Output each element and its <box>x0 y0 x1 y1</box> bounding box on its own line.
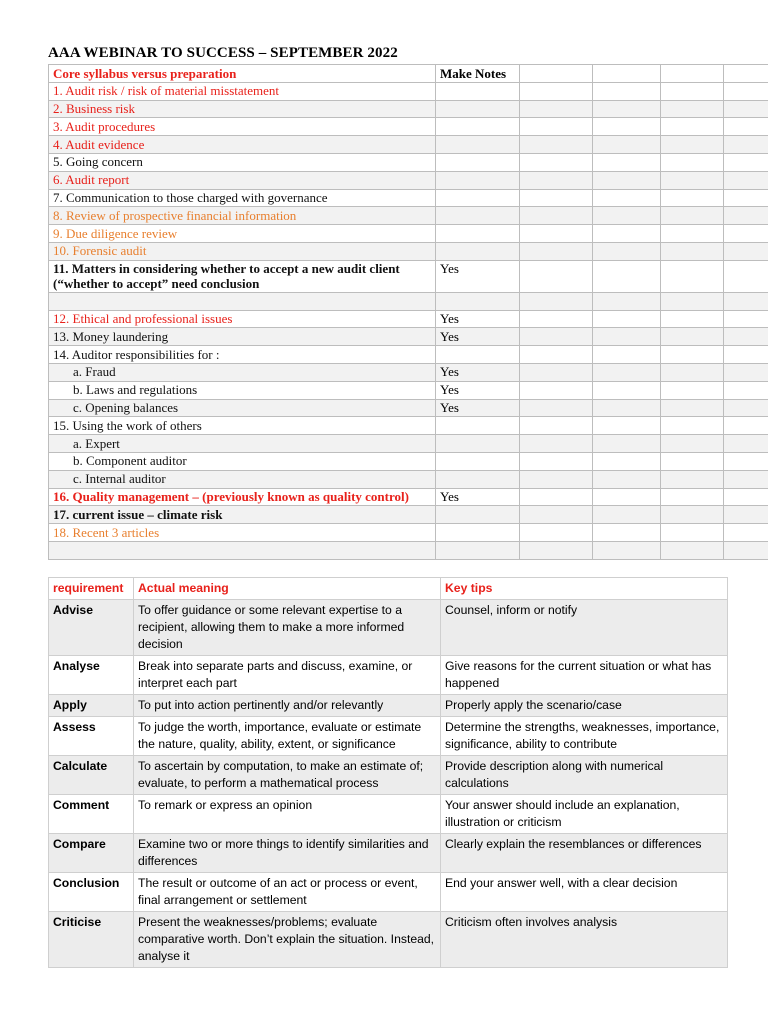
blank-cell <box>661 292 724 310</box>
requirement-meaning: To remark or express an opinion <box>134 795 441 834</box>
blank-cell <box>593 363 661 381</box>
blank-cell <box>593 292 661 310</box>
blank-cell <box>724 310 768 328</box>
blank-cell <box>724 417 768 435</box>
blank-cell <box>520 328 593 346</box>
blank-cell <box>724 225 768 243</box>
blank-cell <box>661 242 724 260</box>
syllabus-row <box>49 541 768 559</box>
syllabus-row <box>49 118 768 136</box>
make-notes-cell: Yes <box>436 328 520 346</box>
syllabus-row <box>49 100 768 118</box>
blank-cell <box>661 189 724 207</box>
make-notes-cell <box>436 292 520 310</box>
blank-cell <box>724 242 768 260</box>
make-notes-cell: Yes <box>436 488 520 506</box>
syllabus-row <box>49 346 768 364</box>
requirement-row <box>49 795 728 834</box>
blank-cell <box>661 118 724 136</box>
requirement-row <box>49 600 728 656</box>
blank-cell <box>661 136 724 154</box>
blank-cell <box>520 189 593 207</box>
requirement-term: Criticise <box>49 912 134 968</box>
make-notes-cell <box>436 470 520 488</box>
blank-cell <box>724 452 768 470</box>
requirement-meaning: To ascertain by computation, to make an estimate of; evaluate, to perform a mathematical process <box>134 756 441 795</box>
blank-cell <box>661 260 724 292</box>
requirement-header: requirement <box>49 578 134 600</box>
blank-cell <box>661 399 724 417</box>
syllabus-topic: c. Opening balances <box>49 399 436 417</box>
syllabus-topic: 16. Quality management – (previously known as quality control) <box>49 488 436 506</box>
blank-cell <box>724 118 768 136</box>
blank-cell <box>520 470 593 488</box>
blank-cell <box>724 207 768 225</box>
syllabus-topic: 13. Money laundering <box>49 328 436 346</box>
make-notes-cell <box>436 242 520 260</box>
blank-cell <box>520 171 593 189</box>
requirement-term: Compare <box>49 834 134 873</box>
syllabus-row <box>49 260 768 292</box>
syllabus-topic: 12. Ethical and professional issues <box>49 310 436 328</box>
blank-cell <box>724 328 768 346</box>
blank-cell <box>520 310 593 328</box>
blank-cell <box>593 310 661 328</box>
requirement-tip: Clearly explain the resemblances or differences <box>441 834 728 873</box>
blank-cell <box>520 153 593 171</box>
requirement-tip: Provide description along with numerical calculations <box>441 756 728 795</box>
make-notes-cell <box>436 153 520 171</box>
syllabus-topic: 9. Due diligence review <box>49 225 436 243</box>
blank-cell <box>593 118 661 136</box>
requirement-meaning: To judge the worth, importance, evaluate or estimate the nature, quality, ability, extent, or significance <box>134 717 441 756</box>
syllabus-row <box>49 136 768 154</box>
blank-cell <box>593 541 661 559</box>
blank-cell <box>724 470 768 488</box>
make-notes-cell: Yes <box>436 381 520 399</box>
blank-cell <box>593 470 661 488</box>
requirement-meaning: The result or outcome of an act or process or event, final arrangement or settlement <box>134 873 441 912</box>
syllabus-header-label: Core syllabus versus preparation <box>49 65 436 83</box>
blank-cell <box>724 136 768 154</box>
blank-cell <box>661 363 724 381</box>
make-notes-cell <box>436 118 520 136</box>
blank-cell <box>520 292 593 310</box>
requirement-row <box>49 656 728 695</box>
requirement-term: Calculate <box>49 756 134 795</box>
blank-cell <box>661 153 724 171</box>
blank-cell <box>661 100 724 118</box>
syllabus-topic: 5. Going concern <box>49 153 436 171</box>
blank-cell <box>724 153 768 171</box>
blank-cell <box>724 100 768 118</box>
syllabus-row <box>49 452 768 470</box>
syllabus-row <box>49 207 768 225</box>
requirement-term: Analyse <box>49 656 134 695</box>
syllabus-topic: 8. Review of prospective financial information <box>49 207 436 225</box>
syllabus-topic: c. Internal auditor <box>49 470 436 488</box>
blank-cell <box>593 488 661 506</box>
blank-cell <box>593 153 661 171</box>
syllabus-row <box>49 470 768 488</box>
syllabus-topic: 1. Audit risk / risk of material misstatement <box>49 82 436 100</box>
make-notes-cell: Yes <box>436 260 520 292</box>
syllabus-row <box>49 488 768 506</box>
blank-cell <box>593 225 661 243</box>
syllabus-row <box>49 153 768 171</box>
make-notes-cell <box>436 100 520 118</box>
blank-cell <box>724 346 768 364</box>
syllabus-row <box>49 381 768 399</box>
requirement-meaning: Examine two or more things to identify similarities and differences <box>134 834 441 873</box>
syllabus-topic: 15. Using the work of others <box>49 417 436 435</box>
requirement-tip: Properly apply the scenario/case <box>441 695 728 717</box>
blank-cell <box>593 242 661 260</box>
blank-cell <box>724 363 768 381</box>
syllabus-topic: b. Laws and regulations <box>49 381 436 399</box>
requirement-term: Apply <box>49 695 134 717</box>
blank-cell <box>661 506 724 524</box>
blank-cell <box>661 470 724 488</box>
blank-cell <box>520 435 593 453</box>
make-notes-cell <box>436 506 520 524</box>
make-notes-cell <box>436 524 520 542</box>
make-notes-cell <box>436 435 520 453</box>
syllabus-topic: 18. Recent 3 articles <box>49 524 436 542</box>
blank-cell <box>593 207 661 225</box>
blank-cell <box>520 452 593 470</box>
requirement-tip: Give reasons for the current situation or what has happened <box>441 656 728 695</box>
blank-cell <box>520 346 593 364</box>
make-notes-cell <box>436 82 520 100</box>
blank-cell <box>724 171 768 189</box>
blank-cell <box>520 417 593 435</box>
blank-cell <box>724 65 768 83</box>
requirement-tip: Determine the strengths, weaknesses, importance, significance, ability to contribute <box>441 717 728 756</box>
blank-cell <box>724 399 768 417</box>
blank-cell <box>520 118 593 136</box>
blank-cell <box>593 171 661 189</box>
syllabus-topic: b. Component auditor <box>49 452 436 470</box>
blank-cell <box>724 381 768 399</box>
requirement-row <box>49 834 728 873</box>
tips-header: Key tips <box>441 578 728 600</box>
blank-cell <box>520 541 593 559</box>
blank-cell <box>661 225 724 243</box>
blank-cell <box>661 524 724 542</box>
blank-cell <box>661 346 724 364</box>
make-notes-cell: Yes <box>436 310 520 328</box>
blank-cell <box>661 82 724 100</box>
requirement-term: Advise <box>49 600 134 656</box>
syllabus-row <box>49 171 768 189</box>
blank-cell <box>593 65 661 83</box>
requirement-term: Comment <box>49 795 134 834</box>
blank-cell <box>520 399 593 417</box>
syllabus-topic <box>49 292 436 310</box>
requirement-row <box>49 912 728 968</box>
syllabus-topic: 3. Audit procedures <box>49 118 436 136</box>
blank-cell <box>520 82 593 100</box>
blank-cell <box>520 363 593 381</box>
blank-cell <box>520 136 593 154</box>
blank-cell <box>661 541 724 559</box>
blank-cell <box>724 82 768 100</box>
blank-cell <box>593 435 661 453</box>
make-notes-cell: Yes <box>436 399 520 417</box>
blank-cell <box>724 541 768 559</box>
requirement-row <box>49 873 728 912</box>
requirement-tip: Your answer should include an explanation, illustration or criticism <box>441 795 728 834</box>
blank-cell <box>520 260 593 292</box>
blank-cell <box>593 417 661 435</box>
syllabus-topic: 10. Forensic audit <box>49 242 436 260</box>
blank-cell <box>520 524 593 542</box>
requirement-meaning: To offer guidance or some relevant expertise to a recipient, allowing them to make a more informed decision <box>134 600 441 656</box>
blank-cell <box>520 242 593 260</box>
syllabus-row <box>49 417 768 435</box>
syllabus-topic: 4. Audit evidence <box>49 136 436 154</box>
blank-cell <box>724 435 768 453</box>
syllabus-topic: 14. Auditor responsibilities for : <box>49 346 436 364</box>
make-notes-cell: Yes <box>436 363 520 381</box>
make-notes-cell <box>436 225 520 243</box>
blank-cell <box>661 417 724 435</box>
requirement-meaning: Present the weaknesses/problems; evaluate comparative worth. Don’t explain the situation. Instead, analyse it <box>134 912 441 968</box>
requirement-term: Assess <box>49 717 134 756</box>
syllabus-topic: 2. Business risk <box>49 100 436 118</box>
blank-cell <box>593 189 661 207</box>
make-notes-cell <box>436 207 520 225</box>
blank-cell <box>661 65 724 83</box>
requirements-header-row <box>49 578 728 600</box>
syllabus-row <box>49 242 768 260</box>
syllabus-topic: 11. Matters in considering whether to accept a new audit client (“whether to accept” need conclusion <box>49 260 436 292</box>
blank-cell <box>661 488 724 506</box>
meaning-header: Actual meaning <box>134 578 441 600</box>
blank-cell <box>593 452 661 470</box>
blank-cell <box>593 506 661 524</box>
syllabus-header-row <box>49 65 768 83</box>
blank-cell <box>593 136 661 154</box>
blank-cell <box>593 82 661 100</box>
requirement-row <box>49 695 728 717</box>
blank-cell <box>661 207 724 225</box>
blank-cell <box>520 381 593 399</box>
blank-cell <box>593 381 661 399</box>
blank-cell <box>520 65 593 83</box>
syllabus-row <box>49 399 768 417</box>
blank-cell <box>724 189 768 207</box>
requirement-tip: Criticism often involves analysis <box>441 912 728 968</box>
blank-cell <box>661 328 724 346</box>
syllabus-topic: a. Expert <box>49 435 436 453</box>
syllabus-topic: 6. Audit report <box>49 171 436 189</box>
requirement-tip: Counsel, inform or notify <box>441 600 728 656</box>
syllabus-row <box>49 82 768 100</box>
blank-cell <box>724 260 768 292</box>
requirement-tip: End your answer well, with a clear decision <box>441 873 728 912</box>
syllabus-row <box>49 363 768 381</box>
syllabus-row <box>49 225 768 243</box>
blank-cell <box>661 171 724 189</box>
requirement-row <box>49 717 728 756</box>
blank-cell <box>593 100 661 118</box>
make-notes-header: Make Notes <box>436 65 520 83</box>
blank-cell <box>593 328 661 346</box>
blank-cell <box>724 506 768 524</box>
syllabus-topic: 7. Communication to those charged with governance <box>49 189 436 207</box>
blank-cell <box>593 524 661 542</box>
make-notes-cell <box>436 171 520 189</box>
make-notes-cell <box>436 136 520 154</box>
blank-cell <box>520 506 593 524</box>
syllabus-topic: a. Fraud <box>49 363 436 381</box>
blank-cell <box>520 207 593 225</box>
blank-cell <box>724 488 768 506</box>
syllabus-row <box>49 328 768 346</box>
blank-cell <box>593 399 661 417</box>
requirements-table <box>48 577 728 968</box>
make-notes-cell <box>436 346 520 364</box>
syllabus-row <box>49 506 768 524</box>
blank-cell <box>724 292 768 310</box>
syllabus-row <box>49 189 768 207</box>
syllabus-row <box>49 292 768 310</box>
syllabus-topic: 17. current issue – climate risk <box>49 506 436 524</box>
blank-cell <box>661 452 724 470</box>
syllabus-topic <box>49 541 436 559</box>
blank-cell <box>520 225 593 243</box>
syllabus-row <box>49 435 768 453</box>
blank-cell <box>593 346 661 364</box>
requirement-term: Conclusion <box>49 873 134 912</box>
blank-cell <box>661 310 724 328</box>
blank-cell <box>520 488 593 506</box>
make-notes-cell <box>436 541 520 559</box>
make-notes-cell <box>436 189 520 207</box>
requirement-row <box>49 756 728 795</box>
syllabus-row <box>49 524 768 542</box>
make-notes-cell <box>436 417 520 435</box>
requirement-meaning: Break into separate parts and discuss, examine, or interpret each part <box>134 656 441 695</box>
requirement-meaning: To put into action pertinently and/or relevantly <box>134 695 441 717</box>
syllabus-table <box>48 64 768 560</box>
blank-cell <box>661 435 724 453</box>
blank-cell <box>520 100 593 118</box>
syllabus-row <box>49 310 768 328</box>
blank-cell <box>661 381 724 399</box>
blank-cell <box>724 524 768 542</box>
make-notes-cell <box>436 452 520 470</box>
page-title: AAA WEBINAR TO SUCCESS – SEPTEMBER 2022 <box>48 45 398 61</box>
blank-cell <box>593 260 661 292</box>
